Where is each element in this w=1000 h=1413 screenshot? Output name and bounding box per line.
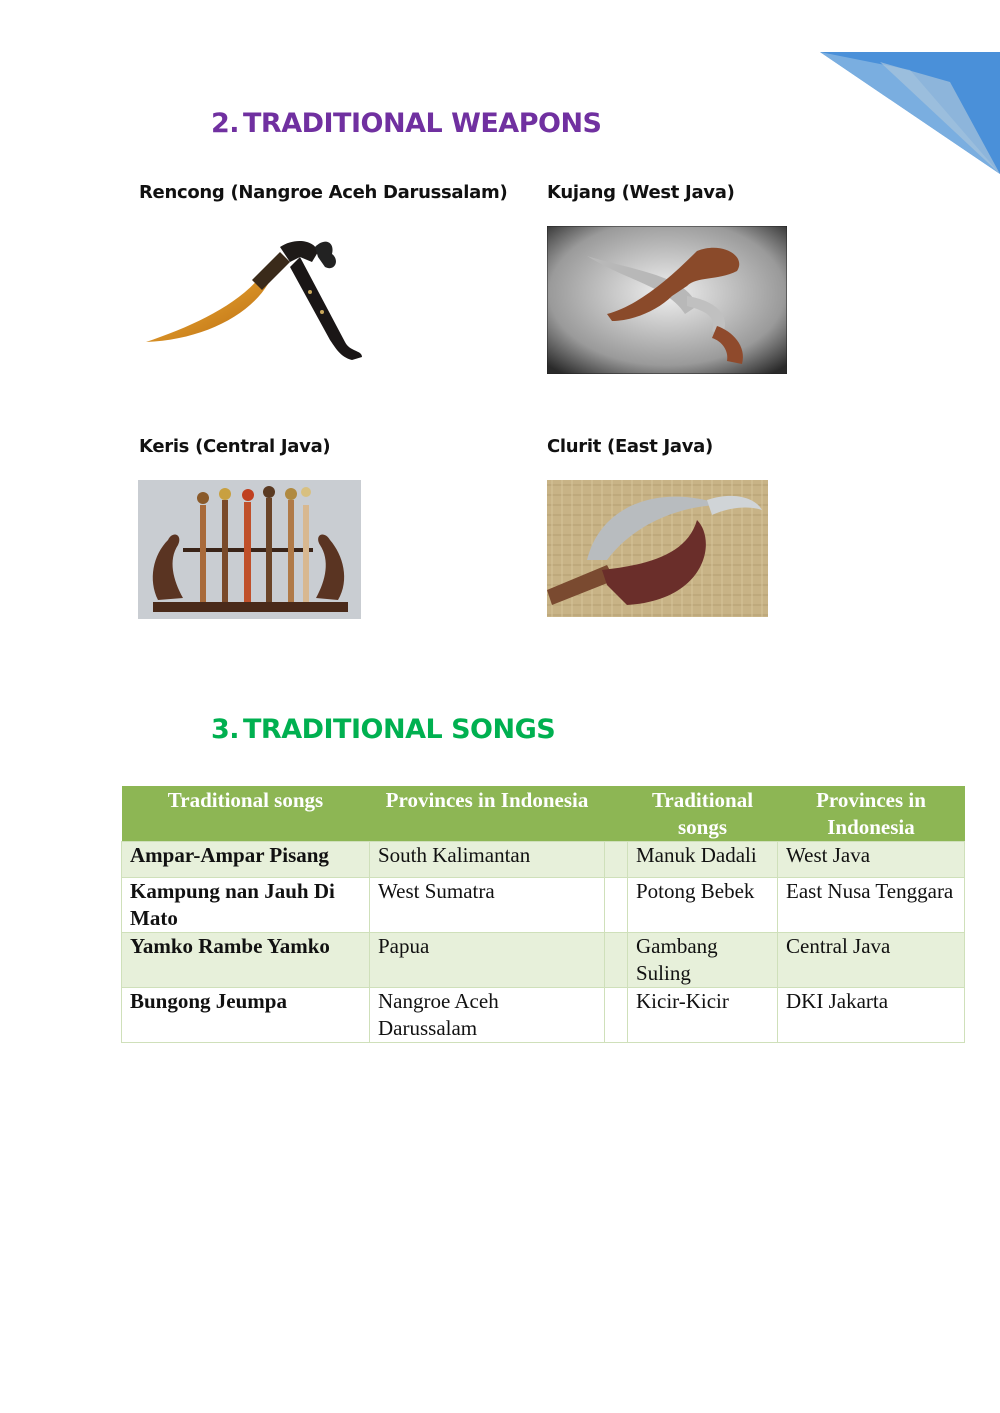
header-spacer [605,786,628,842]
table-row [122,933,965,988]
corner-decoration [820,52,1000,174]
kujang-image [547,226,787,374]
province-cell: West Sumatra [370,878,605,933]
spacer-cell [605,842,628,878]
songs-table [121,786,965,1043]
table-header-row [122,786,965,842]
spacer-cell [605,988,628,1043]
table-row [122,842,965,878]
caption-clurit: Clurit (East Java) [547,436,713,457]
spacer-cell [605,933,628,988]
header-traditional-songs-2: Traditional songs [628,786,778,842]
song-cell: Bungong Jeumpa [122,988,370,1043]
caption-rencong: Rencong (Nangroe Aceh Darussalam) [139,182,508,203]
province-cell: DKI Jakarta [778,988,965,1043]
clurit-image [547,480,768,617]
province-cell: Nangroe Aceh Darussalam [370,988,605,1043]
song-cell: Yamko Rambe Yamko [122,933,370,988]
song-cell: Ampar-Ampar Pisang [122,842,370,878]
song-cell: Gambang Suling [628,933,778,988]
rencong-image [140,232,372,362]
province-cell: East Nusa Tenggara [778,878,965,933]
song-cell: Manuk Dadali [628,842,778,878]
province-cell: Papua [370,933,605,988]
header-provinces-2: Provinces in Indonesia [778,786,965,842]
header-provinces: Provinces in Indonesia [370,786,605,842]
spacer-cell [605,878,628,933]
song-cell: Potong Bebek [628,878,778,933]
province-cell: West Java [778,842,965,878]
keris-image [138,480,361,619]
section-title-songs: 3. TRADITIONAL SONGS [211,714,556,745]
section-title-weapons: 2. TRADITIONAL WEAPONS [211,108,602,139]
caption-keris: Keris (Central Java) [139,436,331,457]
table-row [122,988,965,1043]
caption-kujang: Kujang (West Java) [547,182,735,203]
header-traditional-songs: Traditional songs [122,786,370,842]
song-cell: Kicir-Kicir [628,988,778,1043]
province-cell: Central Java [778,933,965,988]
province-cell: South Kalimantan [370,842,605,878]
table-row [122,878,965,933]
song-cell: Kampung nan Jauh Di Mato [122,878,370,933]
